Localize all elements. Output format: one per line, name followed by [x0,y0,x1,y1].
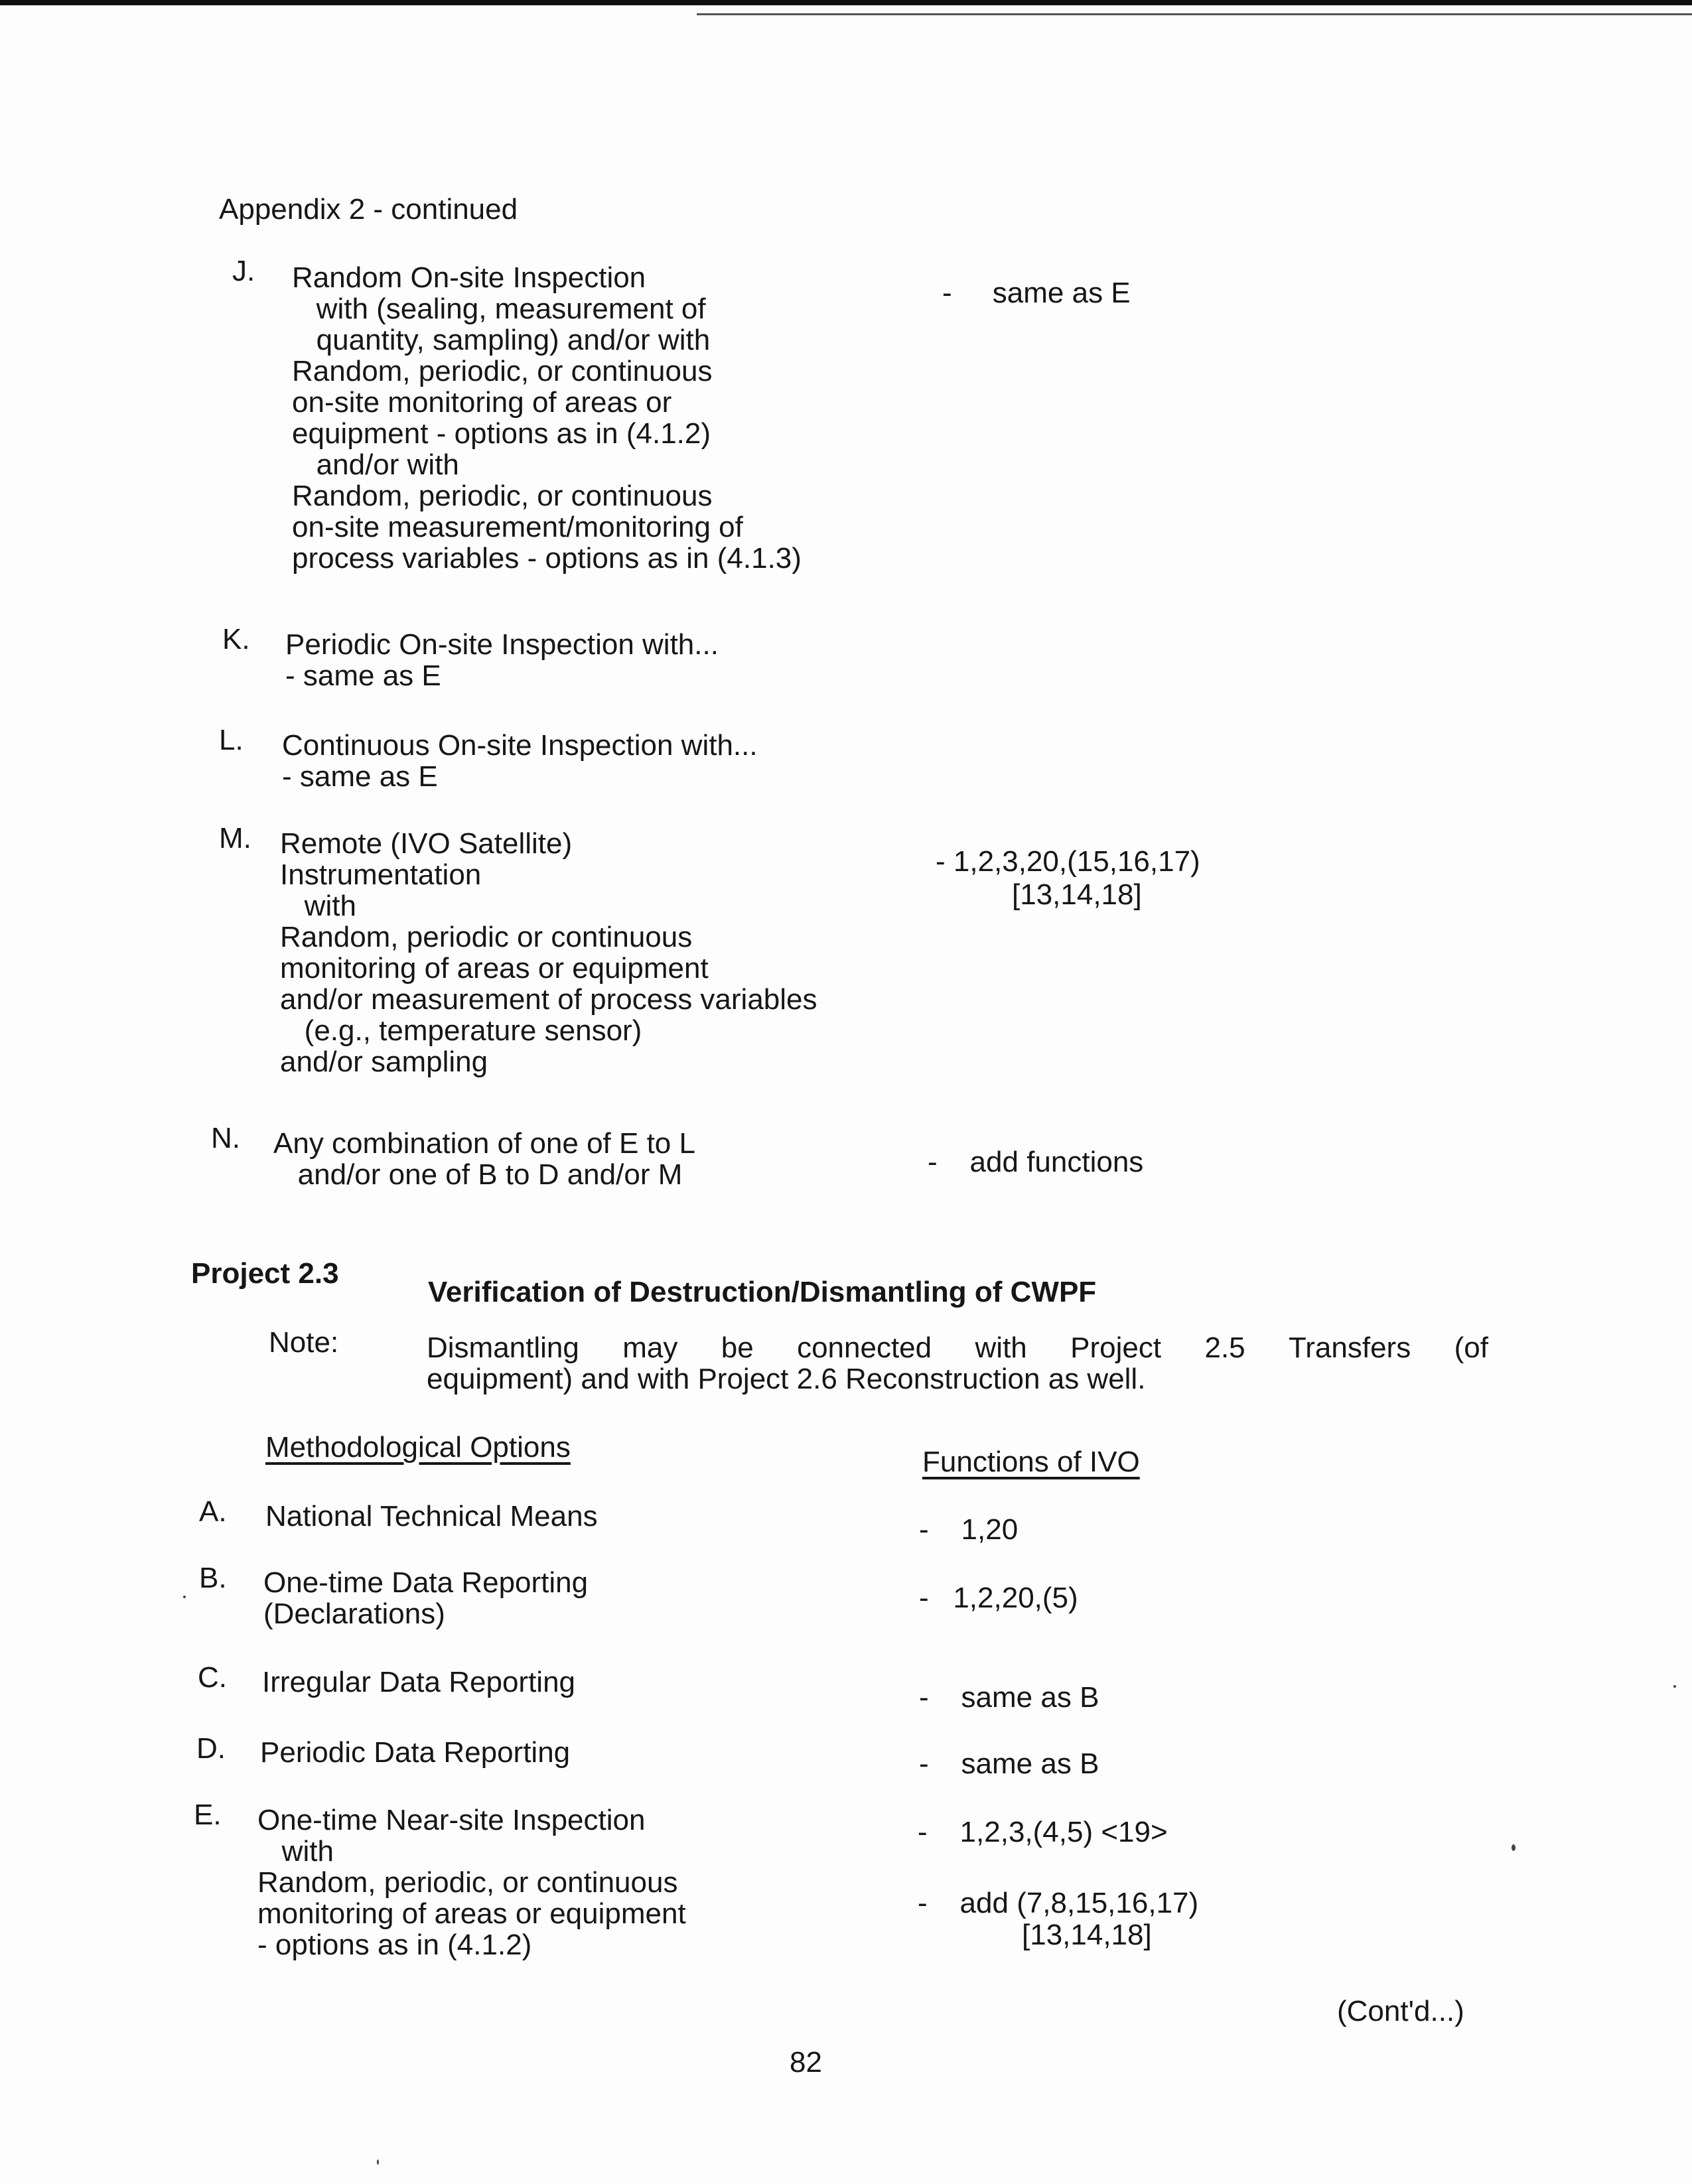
scan-speck [1512,1844,1516,1851]
item-c-function: - same as B [919,1681,1099,1714]
item-k-line: Periodic On-site Inspection with... [285,628,719,661]
item-letter-c: C. [198,1661,227,1694]
item-m-function-refs: [13,14,18] [1012,878,1142,911]
item-letter-a: A. [199,1495,227,1528]
item-letter-n: N. [211,1122,240,1154]
item-j-line: equipment - options as in (4.1.2) [292,417,711,450]
item-e-line: Random, periodic, or continuous [257,1866,678,1899]
note-word: may [622,1331,678,1364]
item-l-text [282,730,758,792]
item-e-function: - 1,2,3,(4,5) <19> [918,1816,1168,1848]
item-a-function: - 1,20 [919,1513,1019,1546]
page-number: 82 [790,2046,822,2079]
item-j-line: Random, periodic, or continuous [292,480,713,512]
functions-column-header: Functions of IVO [922,1446,1140,1478]
item-letter-e: E. [194,1799,222,1831]
item-j-line: Random On-site Inspection [292,261,646,294]
scan-speck [1673,1685,1676,1688]
item-j-line: on-site monitoring of areas or [292,386,672,419]
item-e-line: with [257,1835,334,1868]
item-letter-d: D. [196,1732,226,1765]
item-j-line: quantity, sampling) and/or with [292,324,711,356]
note-word: 2.5 [1204,1331,1245,1364]
note-text [427,1332,1488,1395]
item-b-line: (Declarations) [263,1598,445,1630]
item-e-function-add: - add (7,8,15,16,17) [918,1887,1199,1919]
item-m-text [280,828,817,1077]
note-label: Note: [269,1326,339,1359]
item-m-line: Random, periodic or continuous [280,921,693,953]
item-m-line: monitoring of areas or equipment [280,952,709,985]
item-m-line: and/or measurement of process variables [280,983,817,1016]
item-l-line: Continuous On-site Inspection with... [282,729,758,762]
note-word: Dismantling [427,1331,579,1364]
item-j-line: on-site measurement/monitoring of [292,511,743,543]
item-e-line: monitoring of areas or equipment [257,1897,686,1930]
item-j-line: and/or with [292,448,459,481]
item-e-function-refs: [13,14,18] [1022,1919,1152,1951]
scan-speck [377,2159,379,2165]
item-j-text [292,262,802,574]
item-m-line: (e.g., temperature sensor) [280,1014,642,1047]
item-j-line: Random, periodic, or continuous [292,355,713,387]
item-b-function: - 1,2,20,(5) [919,1582,1078,1614]
item-n-text [273,1128,695,1190]
note-line-2: equipment) and with Project 2.6 Reconstruction as well. [427,1363,1146,1395]
note-word: with [975,1331,1027,1364]
item-c-text: Irregular Data Reporting [262,1666,576,1698]
note-word: connected [797,1331,932,1364]
item-l-line: - same as E [282,760,438,793]
item-letter-k: K. [222,623,250,655]
item-d-text: Periodic Data Reporting [260,1736,571,1769]
item-d-function: - same as B [919,1747,1099,1780]
item-m-function: - 1,2,3,20,(15,16,17) [936,845,1200,878]
item-n-line: and/or one of B to D and/or M [273,1158,683,1191]
scan-rule-line [697,13,1692,15]
project-title: Verification of Destruction/Dismantling of CWPF [428,1276,1097,1308]
item-a-text: National Technical Means [265,1500,598,1533]
item-m-line: Instrumentation [280,858,482,891]
item-letter-b: B. [199,1562,227,1594]
item-m-line: with [280,890,356,922]
item-j-line: process variables - options as in (4.1.3) [292,542,802,575]
scan-top-edge [0,0,1692,5]
note-word: be [721,1331,754,1364]
continued-marker: (Cont'd...) [1337,1995,1464,2027]
note-word: Transfers [1289,1331,1411,1364]
item-m-line: Remote (IVO Satellite) [280,827,573,860]
item-k-text [285,629,719,691]
item-n-function: - add functions [928,1146,1144,1178]
appendix-heading: Appendix 2 - continued [219,193,518,226]
item-e-text [257,1805,686,1960]
item-letter-m: M. [219,822,251,854]
project-label: Project 2.3 [191,1257,339,1290]
item-b-line: One-time Data Reporting [263,1566,589,1599]
note-word: (of [1454,1331,1488,1364]
item-m-line: and/or sampling [280,1046,488,1078]
item-j-function: - same as E [942,277,1131,309]
note-line-1 [427,1332,1488,1363]
item-letter-j: J. [232,255,255,287]
item-e-line: - options as in (4.1.2) [257,1929,532,1961]
scan-speck [183,1596,186,1598]
item-j-line: with (sealing, measurement of [292,293,706,325]
item-k-line: - same as E [285,659,441,692]
note-word: Project [1070,1331,1162,1364]
item-b-text [263,1567,588,1629]
item-letter-l: L. [219,724,244,756]
item-n-line: Any combination of one of E to L [273,1127,695,1160]
options-column-header: Methodological Options [265,1431,571,1464]
item-e-line: One-time Near-site Inspection [257,1804,646,1836]
